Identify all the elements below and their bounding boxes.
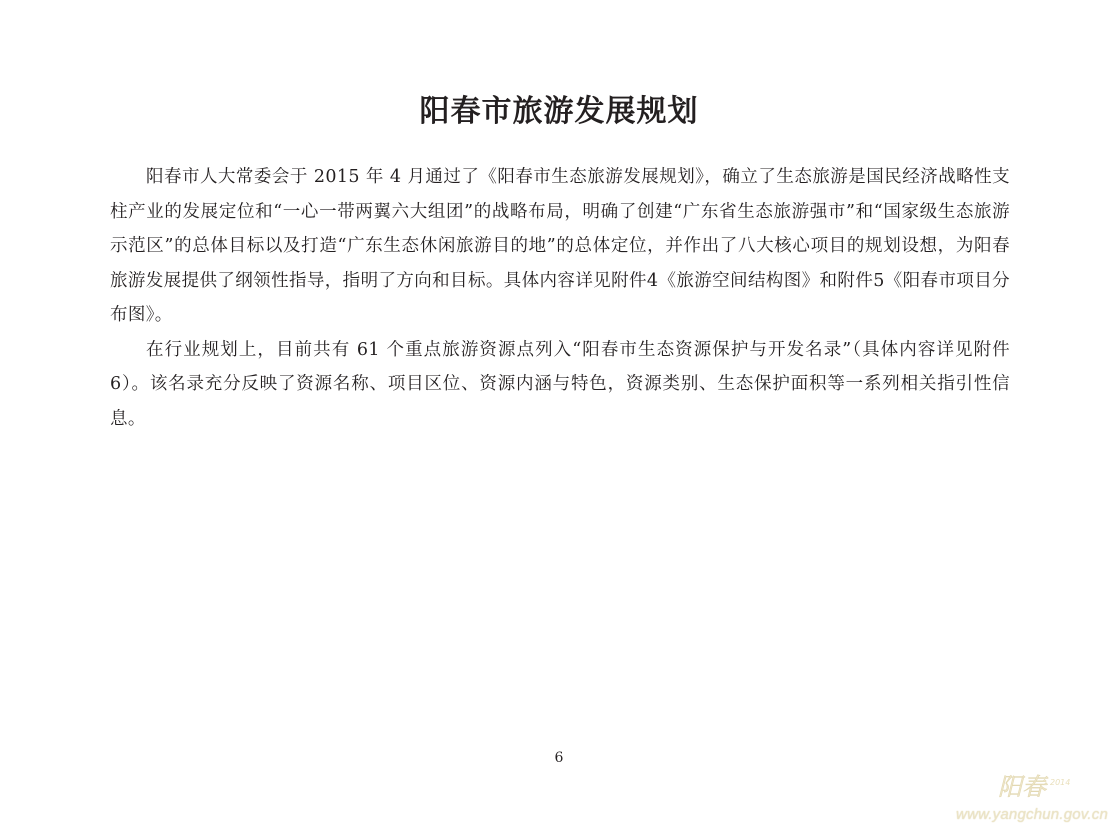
watermark-logo: [996, 769, 1106, 801]
watermark-logo-year: 2014: [1050, 778, 1071, 787]
watermark-url: www.yangchun.gov.cn: [956, 806, 1108, 823]
document-body: [110, 160, 1010, 436]
page-title: 阳春市旅游发展规划: [419, 94, 699, 129]
paragraph: 在行业规划上，目前共有 61 个重点旅游资源点列入“阳春市生态资源保护与开发名录”（具体内容详见附件6）。该名录充分反映了资源名称、项目区位、资源内涵与特色，资源类别、生态保护面积等一系列相关指引性信息。: [110, 339, 1010, 429]
watermark-logo-text: 阳春: [998, 773, 1046, 801]
page-number: 6: [554, 750, 564, 766]
paragraph: 阳春市人大常委会于 2015 年 4 月通过了《阳春市生态旅游发展规划》，确立了生态旅游是国民经济战略性支柱产业的发展定位和“一心一带两翼六大组团”的战略布局，明确了创建“广东省生态旅游强市”和“国家级生态旅游示范区”的总体目标以及打造“广东生态休闲旅游目的地”的总体定位，并作出了八大核心项目的规划设想，为阳春旅游发展提供了纲领性指导，指明了方向和目标。具体内容详见附件4《旅游空间结构图》和附件5《阳春市项目分布图》。: [110, 167, 1010, 325]
site-watermark: [956, 769, 1108, 823]
